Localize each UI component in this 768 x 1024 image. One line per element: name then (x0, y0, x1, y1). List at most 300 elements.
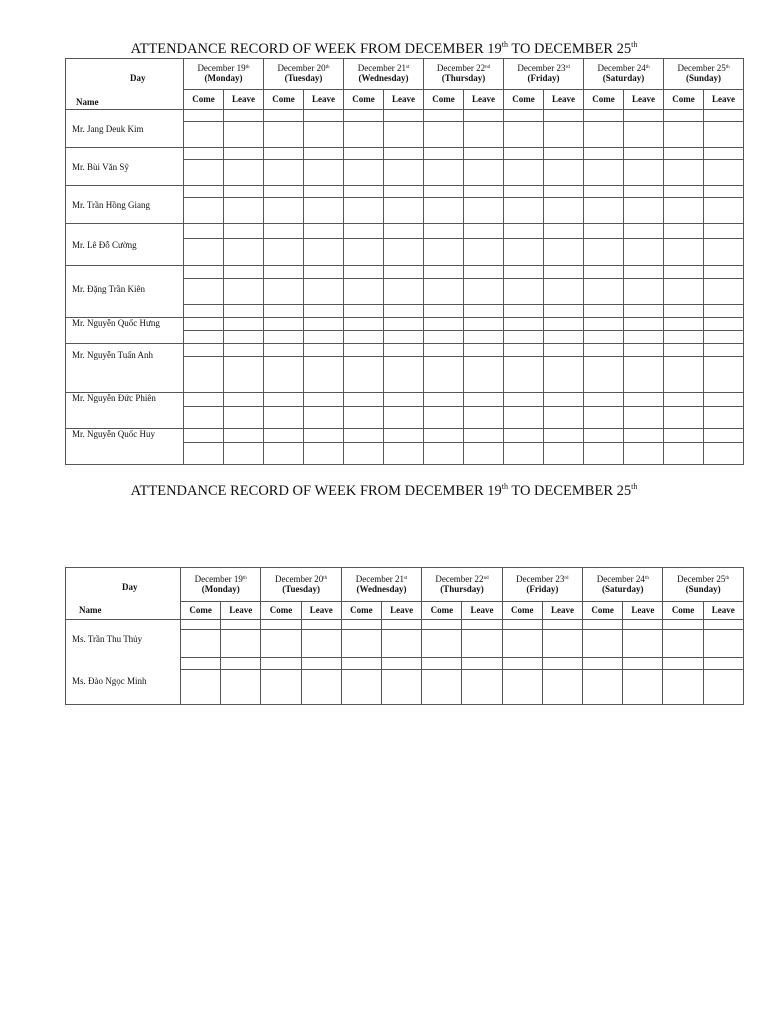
come-cell[interactable] (663, 658, 703, 670)
come-cell[interactable] (584, 393, 624, 407)
come-cell[interactable] (344, 239, 384, 266)
leave-cell[interactable] (384, 393, 424, 407)
come-cell[interactable] (184, 266, 224, 279)
come-cell[interactable] (504, 186, 544, 198)
leave-cell[interactable] (224, 318, 264, 331)
come-cell[interactable] (264, 239, 304, 266)
leave-cell[interactable] (384, 266, 424, 279)
come-cell[interactable] (424, 357, 464, 393)
leave-cell[interactable] (704, 318, 744, 331)
come-cell[interactable] (344, 357, 384, 393)
leave-cell[interactable] (544, 186, 584, 198)
leave-cell[interactable] (464, 344, 504, 357)
leave-cell[interactable] (704, 393, 744, 407)
leave-cell[interactable] (464, 443, 504, 465)
leave-cell[interactable] (304, 110, 344, 122)
leave-cell[interactable] (544, 239, 584, 266)
leave-cell[interactable] (224, 224, 264, 239)
come-cell[interactable] (584, 266, 624, 279)
come-cell[interactable] (584, 110, 624, 122)
leave-cell[interactable] (464, 224, 504, 239)
leave-cell[interactable] (221, 620, 261, 630)
leave-cell[interactable] (704, 266, 744, 279)
come-cell[interactable] (664, 429, 704, 443)
come-cell[interactable] (584, 279, 624, 305)
come-cell[interactable] (584, 443, 624, 465)
leave-cell[interactable] (464, 198, 504, 224)
leave-cell[interactable] (544, 318, 584, 331)
leave-cell[interactable] (704, 429, 744, 443)
leave-cell[interactable] (544, 344, 584, 357)
come-cell[interactable] (584, 407, 624, 429)
leave-cell[interactable] (304, 122, 344, 148)
come-cell[interactable] (341, 620, 381, 630)
come-cell[interactable] (261, 658, 301, 670)
come-cell[interactable] (264, 305, 304, 318)
leave-cell[interactable] (704, 224, 744, 239)
come-cell[interactable] (344, 429, 384, 443)
come-cell[interactable] (184, 344, 224, 357)
leave-cell[interactable] (544, 266, 584, 279)
leave-cell[interactable] (224, 331, 264, 344)
leave-cell[interactable] (464, 110, 504, 122)
come-cell[interactable] (583, 658, 623, 670)
come-cell[interactable] (184, 331, 224, 344)
come-cell[interactable] (504, 318, 544, 331)
come-cell[interactable] (584, 186, 624, 198)
come-cell[interactable] (424, 318, 464, 331)
come-cell[interactable] (504, 407, 544, 429)
leave-cell[interactable] (384, 429, 424, 443)
come-cell[interactable] (424, 344, 464, 357)
leave-cell[interactable] (384, 407, 424, 429)
leave-cell[interactable] (224, 443, 264, 465)
leave-cell[interactable] (301, 630, 341, 658)
leave-cell[interactable] (304, 160, 344, 186)
leave-cell[interactable] (384, 357, 424, 393)
come-cell[interactable] (424, 224, 464, 239)
come-cell[interactable] (424, 110, 464, 122)
come-cell[interactable] (264, 279, 304, 305)
come-cell[interactable] (664, 148, 704, 160)
leave-cell[interactable] (382, 620, 422, 630)
leave-cell[interactable] (304, 198, 344, 224)
leave-cell[interactable] (542, 670, 582, 705)
leave-cell[interactable] (304, 357, 344, 393)
leave-cell[interactable] (624, 122, 664, 148)
leave-cell[interactable] (384, 331, 424, 344)
leave-cell[interactable] (624, 331, 664, 344)
leave-cell[interactable] (704, 331, 744, 344)
leave-cell[interactable] (704, 407, 744, 429)
leave-cell[interactable] (623, 658, 663, 670)
come-cell[interactable] (424, 393, 464, 407)
come-cell[interactable] (264, 393, 304, 407)
come-cell[interactable] (264, 266, 304, 279)
come-cell[interactable] (504, 393, 544, 407)
come-cell[interactable] (344, 148, 384, 160)
come-cell[interactable] (504, 344, 544, 357)
come-cell[interactable] (344, 224, 384, 239)
come-cell[interactable] (422, 620, 462, 630)
leave-cell[interactable] (624, 224, 664, 239)
come-cell[interactable] (504, 443, 544, 465)
leave-cell[interactable] (304, 266, 344, 279)
leave-cell[interactable] (624, 148, 664, 160)
come-cell[interactable] (424, 122, 464, 148)
leave-cell[interactable] (224, 266, 264, 279)
leave-cell[interactable] (301, 670, 341, 705)
come-cell[interactable] (344, 393, 384, 407)
come-cell[interactable] (422, 630, 462, 658)
come-cell[interactable] (424, 148, 464, 160)
come-cell[interactable] (664, 305, 704, 318)
come-cell[interactable] (264, 148, 304, 160)
come-cell[interactable] (181, 658, 221, 670)
come-cell[interactable] (424, 407, 464, 429)
leave-cell[interactable] (704, 186, 744, 198)
come-cell[interactable] (424, 279, 464, 305)
leave-cell[interactable] (544, 279, 584, 305)
leave-cell[interactable] (224, 357, 264, 393)
come-cell[interactable] (264, 407, 304, 429)
leave-cell[interactable] (464, 266, 504, 279)
leave-cell[interactable] (464, 279, 504, 305)
leave-cell[interactable] (384, 239, 424, 266)
come-cell[interactable] (504, 331, 544, 344)
leave-cell[interactable] (624, 160, 664, 186)
leave-cell[interactable] (544, 198, 584, 224)
come-cell[interactable] (184, 443, 224, 465)
leave-cell[interactable] (304, 148, 344, 160)
leave-cell[interactable] (462, 630, 502, 658)
come-cell[interactable] (422, 670, 462, 705)
come-cell[interactable] (341, 658, 381, 670)
come-cell[interactable] (584, 344, 624, 357)
leave-cell[interactable] (224, 429, 264, 443)
come-cell[interactable] (583, 630, 623, 658)
come-cell[interactable] (664, 318, 704, 331)
leave-cell[interactable] (704, 279, 744, 305)
leave-cell[interactable] (464, 318, 504, 331)
come-cell[interactable] (184, 393, 224, 407)
come-cell[interactable] (584, 305, 624, 318)
leave-cell[interactable] (304, 331, 344, 344)
come-cell[interactable] (664, 344, 704, 357)
come-cell[interactable] (502, 658, 542, 670)
come-cell[interactable] (584, 122, 624, 148)
leave-cell[interactable] (544, 443, 584, 465)
come-cell[interactable] (264, 357, 304, 393)
leave-cell[interactable] (624, 357, 664, 393)
leave-cell[interactable] (704, 305, 744, 318)
come-cell[interactable] (261, 620, 301, 630)
leave-cell[interactable] (464, 148, 504, 160)
leave-cell[interactable] (224, 305, 264, 318)
come-cell[interactable] (181, 620, 221, 630)
leave-cell[interactable] (544, 393, 584, 407)
come-cell[interactable] (181, 630, 221, 658)
leave-cell[interactable] (623, 620, 663, 630)
come-cell[interactable] (184, 122, 224, 148)
leave-cell[interactable] (544, 160, 584, 186)
come-cell[interactable] (184, 407, 224, 429)
come-cell[interactable] (264, 318, 304, 331)
come-cell[interactable] (344, 160, 384, 186)
come-cell[interactable] (344, 331, 384, 344)
come-cell[interactable] (664, 407, 704, 429)
leave-cell[interactable] (304, 407, 344, 429)
come-cell[interactable] (344, 305, 384, 318)
come-cell[interactable] (184, 224, 224, 239)
leave-cell[interactable] (703, 620, 743, 630)
leave-cell[interactable] (384, 122, 424, 148)
come-cell[interactable] (184, 186, 224, 198)
leave-cell[interactable] (384, 344, 424, 357)
leave-cell[interactable] (464, 407, 504, 429)
leave-cell[interactable] (224, 186, 264, 198)
come-cell[interactable] (422, 658, 462, 670)
come-cell[interactable] (664, 266, 704, 279)
leave-cell[interactable] (464, 122, 504, 148)
leave-cell[interactable] (624, 186, 664, 198)
leave-cell[interactable] (382, 658, 422, 670)
leave-cell[interactable] (704, 357, 744, 393)
come-cell[interactable] (663, 670, 703, 705)
come-cell[interactable] (584, 160, 624, 186)
come-cell[interactable] (664, 224, 704, 239)
come-cell[interactable] (664, 186, 704, 198)
come-cell[interactable] (341, 630, 381, 658)
leave-cell[interactable] (224, 407, 264, 429)
leave-cell[interactable] (221, 658, 261, 670)
come-cell[interactable] (344, 186, 384, 198)
come-cell[interactable] (664, 357, 704, 393)
come-cell[interactable] (264, 224, 304, 239)
come-cell[interactable] (424, 443, 464, 465)
come-cell[interactable] (583, 670, 623, 705)
leave-cell[interactable] (382, 630, 422, 658)
leave-cell[interactable] (544, 148, 584, 160)
come-cell[interactable] (663, 630, 703, 658)
leave-cell[interactable] (384, 318, 424, 331)
come-cell[interactable] (504, 429, 544, 443)
come-cell[interactable] (184, 239, 224, 266)
leave-cell[interactable] (624, 443, 664, 465)
come-cell[interactable] (184, 279, 224, 305)
come-cell[interactable] (504, 239, 544, 266)
come-cell[interactable] (424, 198, 464, 224)
leave-cell[interactable] (464, 357, 504, 393)
come-cell[interactable] (584, 198, 624, 224)
leave-cell[interactable] (704, 148, 744, 160)
come-cell[interactable] (664, 239, 704, 266)
come-cell[interactable] (184, 429, 224, 443)
leave-cell[interactable] (544, 305, 584, 318)
leave-cell[interactable] (704, 110, 744, 122)
come-cell[interactable] (664, 331, 704, 344)
come-cell[interactable] (264, 160, 304, 186)
leave-cell[interactable] (624, 407, 664, 429)
leave-cell[interactable] (464, 331, 504, 344)
come-cell[interactable] (504, 224, 544, 239)
come-cell[interactable] (424, 186, 464, 198)
come-cell[interactable] (184, 160, 224, 186)
leave-cell[interactable] (464, 160, 504, 186)
come-cell[interactable] (504, 160, 544, 186)
leave-cell[interactable] (464, 239, 504, 266)
come-cell[interactable] (184, 305, 224, 318)
come-cell[interactable] (261, 670, 301, 705)
come-cell[interactable] (504, 279, 544, 305)
leave-cell[interactable] (624, 198, 664, 224)
leave-cell[interactable] (384, 305, 424, 318)
leave-cell[interactable] (301, 658, 341, 670)
come-cell[interactable] (504, 266, 544, 279)
come-cell[interactable] (344, 279, 384, 305)
come-cell[interactable] (344, 266, 384, 279)
leave-cell[interactable] (304, 279, 344, 305)
come-cell[interactable] (264, 344, 304, 357)
come-cell[interactable] (502, 670, 542, 705)
leave-cell[interactable] (624, 110, 664, 122)
come-cell[interactable] (344, 407, 384, 429)
leave-cell[interactable] (464, 186, 504, 198)
leave-cell[interactable] (542, 620, 582, 630)
come-cell[interactable] (584, 224, 624, 239)
leave-cell[interactable] (224, 239, 264, 266)
come-cell[interactable] (664, 393, 704, 407)
come-cell[interactable] (504, 198, 544, 224)
come-cell[interactable] (264, 122, 304, 148)
leave-cell[interactable] (542, 630, 582, 658)
come-cell[interactable] (664, 198, 704, 224)
leave-cell[interactable] (464, 305, 504, 318)
leave-cell[interactable] (623, 670, 663, 705)
leave-cell[interactable] (624, 305, 664, 318)
leave-cell[interactable] (704, 198, 744, 224)
leave-cell[interactable] (624, 266, 664, 279)
come-cell[interactable] (664, 279, 704, 305)
come-cell[interactable] (264, 186, 304, 198)
leave-cell[interactable] (703, 670, 743, 705)
leave-cell[interactable] (624, 239, 664, 266)
leave-cell[interactable] (704, 443, 744, 465)
leave-cell[interactable] (384, 110, 424, 122)
leave-cell[interactable] (304, 305, 344, 318)
come-cell[interactable] (584, 331, 624, 344)
come-cell[interactable] (261, 630, 301, 658)
come-cell[interactable] (664, 110, 704, 122)
leave-cell[interactable] (544, 224, 584, 239)
leave-cell[interactable] (224, 122, 264, 148)
leave-cell[interactable] (544, 407, 584, 429)
leave-cell[interactable] (304, 443, 344, 465)
come-cell[interactable] (504, 110, 544, 122)
come-cell[interactable] (264, 443, 304, 465)
come-cell[interactable] (663, 620, 703, 630)
come-cell[interactable] (424, 160, 464, 186)
leave-cell[interactable] (224, 279, 264, 305)
leave-cell[interactable] (542, 658, 582, 670)
come-cell[interactable] (344, 110, 384, 122)
come-cell[interactable] (181, 670, 221, 705)
leave-cell[interactable] (704, 344, 744, 357)
leave-cell[interactable] (304, 186, 344, 198)
leave-cell[interactable] (224, 344, 264, 357)
leave-cell[interactable] (304, 318, 344, 331)
come-cell[interactable] (344, 344, 384, 357)
leave-cell[interactable] (704, 122, 744, 148)
leave-cell[interactable] (221, 630, 261, 658)
leave-cell[interactable] (384, 186, 424, 198)
come-cell[interactable] (184, 148, 224, 160)
leave-cell[interactable] (703, 658, 743, 670)
leave-cell[interactable] (544, 110, 584, 122)
leave-cell[interactable] (544, 357, 584, 393)
leave-cell[interactable] (462, 620, 502, 630)
come-cell[interactable] (424, 305, 464, 318)
come-cell[interactable] (584, 148, 624, 160)
leave-cell[interactable] (301, 620, 341, 630)
leave-cell[interactable] (624, 279, 664, 305)
leave-cell[interactable] (384, 279, 424, 305)
leave-cell[interactable] (382, 670, 422, 705)
leave-cell[interactable] (384, 148, 424, 160)
leave-cell[interactable] (384, 443, 424, 465)
come-cell[interactable] (504, 148, 544, 160)
come-cell[interactable] (344, 198, 384, 224)
leave-cell[interactable] (384, 224, 424, 239)
leave-cell[interactable] (304, 224, 344, 239)
come-cell[interactable] (424, 266, 464, 279)
come-cell[interactable] (184, 110, 224, 122)
come-cell[interactable] (184, 318, 224, 331)
come-cell[interactable] (504, 122, 544, 148)
leave-cell[interactable] (544, 331, 584, 344)
leave-cell[interactable] (624, 318, 664, 331)
come-cell[interactable] (504, 305, 544, 318)
come-cell[interactable] (184, 357, 224, 393)
leave-cell[interactable] (544, 429, 584, 443)
come-cell[interactable] (584, 318, 624, 331)
come-cell[interactable] (344, 122, 384, 148)
leave-cell[interactable] (224, 393, 264, 407)
leave-cell[interactable] (224, 160, 264, 186)
come-cell[interactable] (344, 318, 384, 331)
come-cell[interactable] (584, 239, 624, 266)
come-cell[interactable] (584, 429, 624, 443)
leave-cell[interactable] (703, 630, 743, 658)
leave-cell[interactable] (624, 393, 664, 407)
leave-cell[interactable] (704, 239, 744, 266)
come-cell[interactable] (664, 160, 704, 186)
come-cell[interactable] (664, 443, 704, 465)
leave-cell[interactable] (224, 148, 264, 160)
leave-cell[interactable] (224, 110, 264, 122)
leave-cell[interactable] (221, 670, 261, 705)
leave-cell[interactable] (384, 160, 424, 186)
come-cell[interactable] (424, 429, 464, 443)
leave-cell[interactable] (462, 658, 502, 670)
come-cell[interactable] (583, 620, 623, 630)
come-cell[interactable] (502, 630, 542, 658)
leave-cell[interactable] (304, 239, 344, 266)
come-cell[interactable] (341, 670, 381, 705)
leave-cell[interactable] (623, 630, 663, 658)
come-cell[interactable] (424, 331, 464, 344)
leave-cell[interactable] (384, 198, 424, 224)
